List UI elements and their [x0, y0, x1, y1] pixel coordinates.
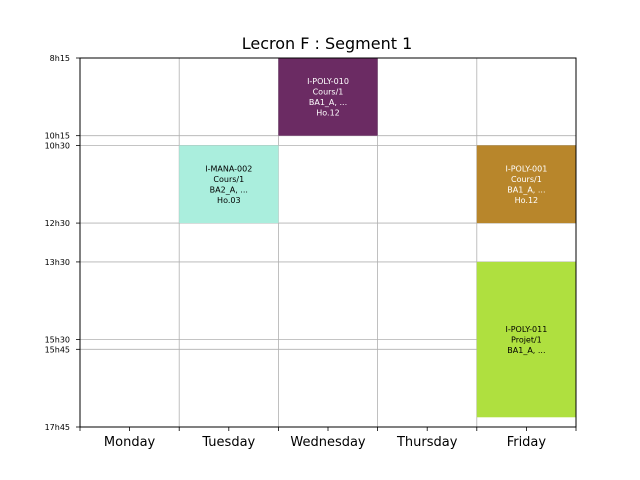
event-text: BA1_A, ... [507, 185, 546, 195]
day-label: Thursday [396, 435, 458, 450]
y-tick-label: 15h45 [44, 345, 70, 355]
event-text: BA1_A, ... [308, 98, 348, 108]
y-tick-label: 8h15 [49, 54, 70, 63]
day-label: Wednesday [290, 435, 366, 450]
y-tick-label: 12h30 [44, 219, 70, 229]
y-tick-label: 17h45 [44, 423, 70, 432]
y-tick-label: 15h30 [44, 335, 70, 345]
event-block [477, 145, 576, 223]
event-text: I-POLY-010 [307, 77, 349, 87]
event-text: Ho.12 [316, 108, 340, 118]
event-text: Ho.12 [514, 195, 539, 205]
day-label: Monday [103, 435, 156, 450]
event-text: Cours/1 [312, 87, 344, 97]
event-rect [477, 145, 576, 223]
day-label: Friday [506, 435, 547, 450]
event-text: Ho.03 [217, 195, 241, 205]
y-tick-label: 10h30 [44, 141, 70, 151]
event-text: I-MANA-002 [205, 164, 253, 174]
event-block [278, 58, 377, 136]
x-axis [80, 427, 576, 450]
y-axis [45, 54, 80, 432]
event-text: Projet/1 [511, 335, 542, 345]
day-label: Tuesday [202, 435, 256, 450]
y-tick-label: 13h30 [44, 257, 70, 267]
event-text: I-POLY-001 [505, 164, 548, 174]
event-text: BA2_A, ... [209, 185, 248, 195]
event-rect [278, 58, 377, 136]
chart-title: Lecron F : Segment 1 [241, 34, 413, 53]
event-text: Cours/1 [213, 174, 245, 184]
event-rect [179, 145, 278, 223]
event-block [179, 145, 278, 223]
event-text: BA1_A, ... [507, 346, 546, 356]
event-text: Cours/1 [511, 174, 542, 184]
event-block [477, 262, 576, 417]
y-tick-label: 10h15 [44, 131, 70, 141]
event-text: I-POLY-011 [505, 325, 548, 335]
